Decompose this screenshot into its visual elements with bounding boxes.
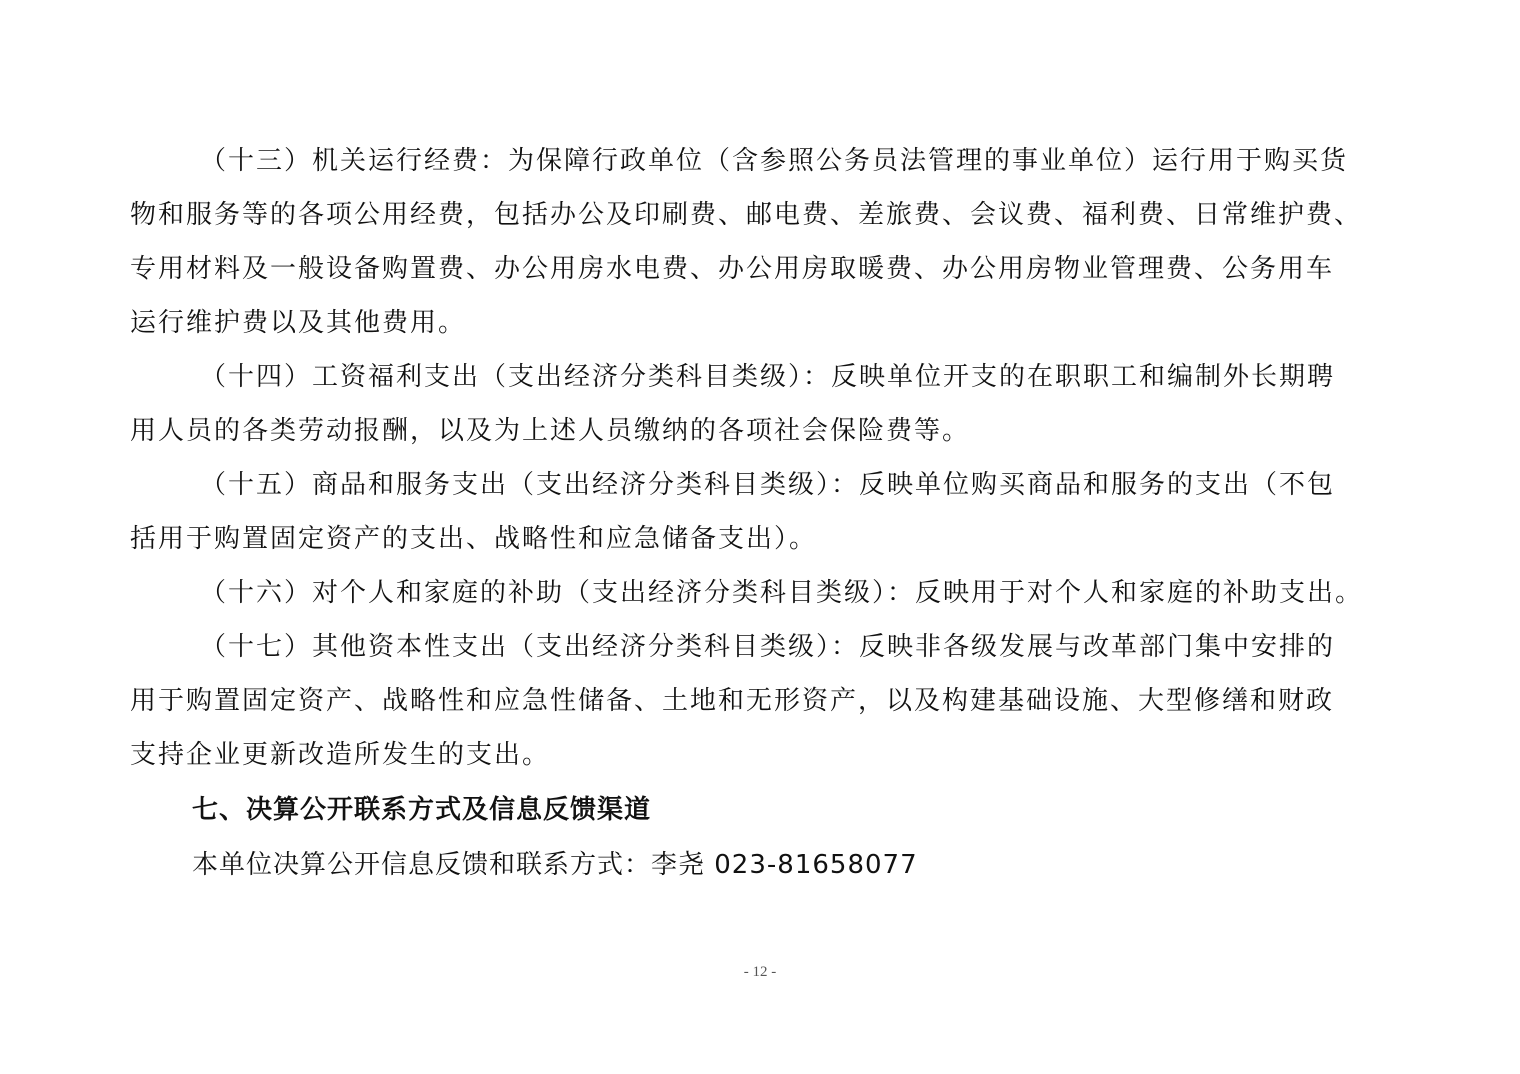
paragraph-17-line-2: 用于购置固定资产、战略性和应急性储备、土地和无形资产，以及构建基础设施、大型修缮和财政: [130, 686, 1335, 716]
paragraph-13-line-4: 运行维护费以及其他费用。: [130, 308, 467, 338]
paragraph-13-line-1: （十三）机关运行经费：为保障行政单位（含参照公务员法管理的事业单位）运行用于购买货: [200, 146, 1349, 176]
paragraph-13-line-2: 物和服务等的各项公用经费，包括办公及印刷费、邮电费、差旅费、会议费、福利费、日常维护费、: [130, 200, 1363, 230]
contact-info: 本单位决算公开信息反馈和联系方式：李尧 023-81658077: [192, 850, 918, 880]
paragraph-15-line-2: 括用于购置固定资产的支出、战略性和应急储备支出）。: [130, 524, 818, 554]
paragraph-14-line-2: 用人员的各类劳动报酬，以及为上述人员缴纳的各项社会保险费等。: [130, 416, 971, 446]
section-heading: 七、决算公开联系方式及信息反馈渠道: [192, 795, 652, 825]
paragraph-14-line-1: （十四）工资福利支出（支出经济分类科目类级）：反映单位开支的在职职工和编制外长期聘: [200, 362, 1336, 392]
paragraph-15-line-1: （十五）商品和服务支出（支出经济分类科目类级）：反映单位购买商品和服务的支出（不包: [200, 470, 1336, 500]
paragraph-17-line-3: 支持企业更新改造所发生的支出。: [130, 740, 551, 770]
paragraph-13-line-3: 专用材料及一般设备购置费、办公用房水电费、办公用房取暖费、办公用房物业管理费、公务用车: [130, 254, 1335, 284]
paragraph-16-line-1: （十六）对个人和家庭的补助（支出经济分类科目类级）：反映用于对个人和家庭的补助支出。: [200, 578, 1364, 608]
paragraph-17-line-1: （十七）其他资本性支出（支出经济分类科目类级）：反映非各级发展与改革部门集中安排的: [200, 632, 1336, 662]
page-number: - 12 -: [743, 964, 777, 980]
